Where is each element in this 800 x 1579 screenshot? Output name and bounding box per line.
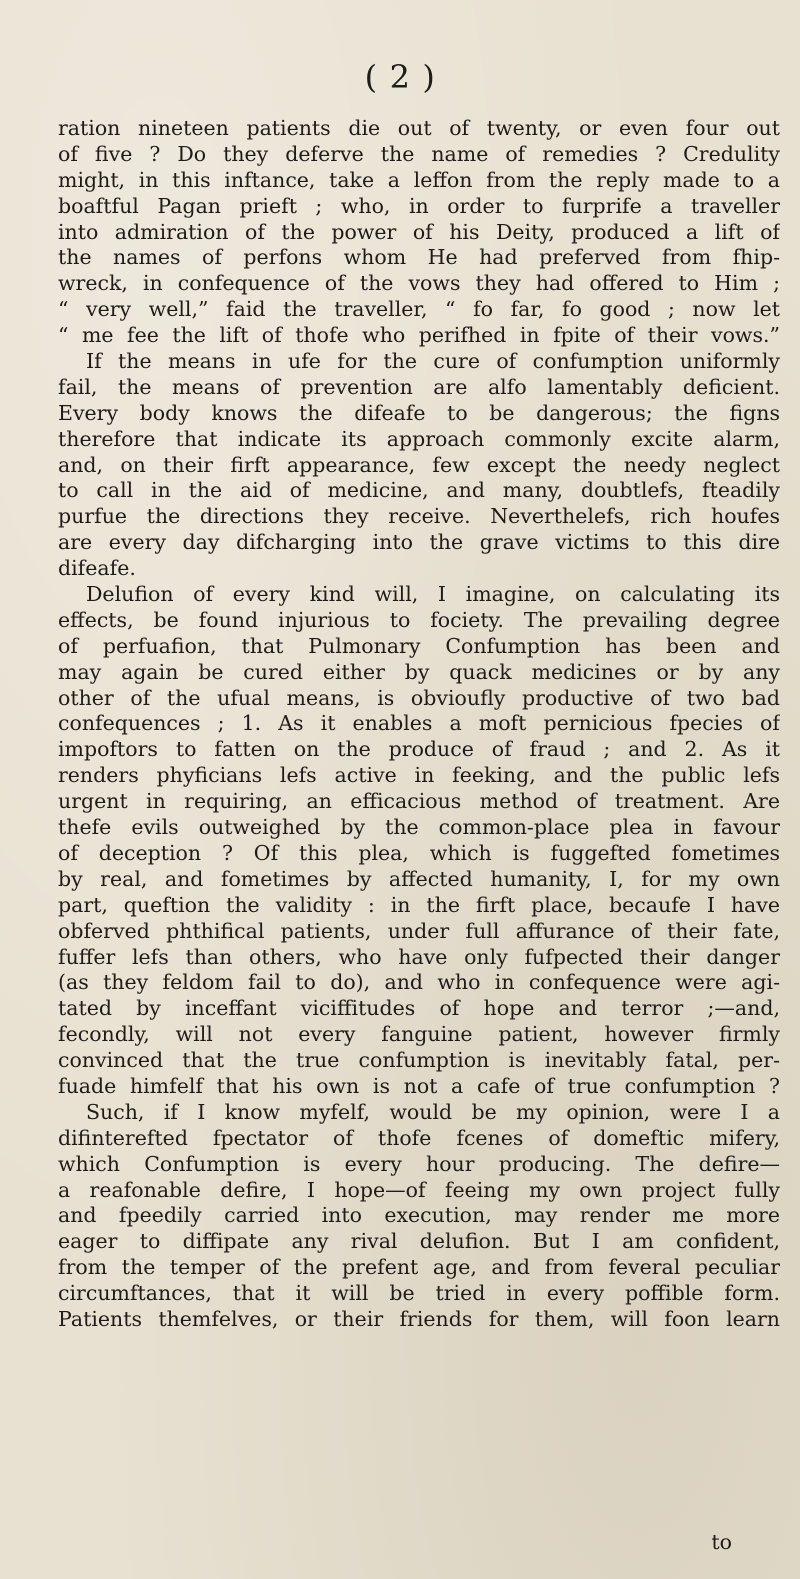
text-line: purfue the directions they receive. Neverthelefs, rich houfes xyxy=(58,504,780,529)
text-line: of perfuafion, that Pulmonary Confumption has been and xyxy=(58,633,780,658)
text-line: circumftances, that it will be tried in every poffible form. xyxy=(58,1281,780,1306)
text-line: boaftful Pagan prieft ; who, in order to furprife a traveller xyxy=(58,193,780,218)
text-line: “ me fee the lift of thofe who perifhed in fpite of their vows.” xyxy=(58,323,780,348)
text-line: difeafe. xyxy=(58,556,136,581)
text-line: which Confumption is every hour producing. The defire— xyxy=(58,1151,780,1176)
text-line: fail, the means of prevention are alfo lamentably deficient. xyxy=(58,374,780,399)
text-line: may again be cured either by quack medicines or by any xyxy=(58,659,780,684)
text-line: thefe evils outweighed by the common-place plea in favour xyxy=(58,815,780,840)
text-line: tated by inceffant viciffitudes of hope and terror ;—and, xyxy=(58,996,780,1021)
text-line: wreck, in confequence of the vows they had offered to Him ; xyxy=(58,271,780,296)
text-line: from the temper of the prefent age, and from feveral peculiar xyxy=(58,1255,780,1280)
text-line: a reafonable defire, I hope—of feeing my own project fully xyxy=(58,1177,780,1202)
body-text xyxy=(58,116,780,1333)
text-line: confequences ; 1. As it enables a moft pernicious fpecies of xyxy=(58,711,780,736)
text-line: are every day difcharging into the grave victims to this dire xyxy=(58,530,780,555)
text-line: and fpeedily carried into execution, may render me more xyxy=(58,1203,780,1228)
text-line: difinterefted fpectator of thofe fcenes of domeftic mifery, xyxy=(58,1125,780,1150)
text-line: If the means in ufe for the cure of confumption uniformly xyxy=(86,349,780,374)
catchword: to xyxy=(711,1530,732,1554)
text-line: the names of perfons whom He had preferved from fhip- xyxy=(58,245,780,270)
text-line: convinced that the true confumption is inevitably fatal, per- xyxy=(58,1048,780,1073)
text-line: of deception ? Of this plea, which is fuggefted fometimes xyxy=(58,840,780,865)
text-line: by real, and fometimes by affected humanity, I, for my own xyxy=(58,866,780,891)
text-line: fuade himfelf that his own is not a cafe of true confumption ? xyxy=(58,1073,780,1098)
text-line: renders phyficians lefs active in feeking, and the public lefs xyxy=(58,763,780,788)
text-line: Patients themfelves, or their friends for them, will foon learn xyxy=(58,1306,780,1331)
text-line: Delufion of every kind will, I imagine, on calculating its xyxy=(86,582,780,607)
page-number-value: 2 xyxy=(389,58,411,96)
text-line: urgent in requiring, an efficacious method of treatment. Are xyxy=(58,789,780,814)
text-line: Every body knows the difeafe to be dangerous; the figns xyxy=(58,400,780,425)
text-line: impoftors to fatten on the produce of fraud ; and 2. As it xyxy=(58,737,780,762)
text-line: fuffer lefs than others, who have only fufpected their danger xyxy=(58,944,780,969)
text-line: into admiration of the power of his Deity, produced a lift of xyxy=(58,219,780,244)
text-line: and, on their firft appearance, few except the needy neglect xyxy=(58,452,780,477)
text-line: Such, if I know myfelf, would be my opinion, were I a xyxy=(86,1099,780,1124)
text-line: “ very well,” faid the traveller, “ fo far, fo good ; now let xyxy=(58,297,780,322)
text-line: of five ? Do they deferve the name of remedies ? Credulity xyxy=(58,141,780,166)
text-line: obferved phthifical patients, under full affurance of their fate, xyxy=(58,918,780,943)
text-line: other of the ufual means, is obvioufly productive of two bad xyxy=(58,685,780,710)
text-line: therefore that indicate its approach commonly excite alarm, xyxy=(58,426,780,451)
text-line: part, queftion the validity : in the firft place, becaufe I have xyxy=(58,892,780,917)
text-line: (as they feldom fail to do), and who in confequence were agi- xyxy=(58,970,780,995)
text-line: ration nineteen patients die out of twenty, or even four out xyxy=(58,116,780,140)
text-line: to call in the aid of medicine, and many, doubtlefs, fteadily xyxy=(58,478,780,503)
text-line: effects, be found injurious to fociety. The prevailing degree xyxy=(58,607,780,632)
page-number: ( 2 ) xyxy=(364,58,436,96)
text-line: fecondly, will not every fanguine patient, however firmly xyxy=(58,1022,780,1047)
text-line: might, in this inftance, take a leffon from the reply made to a xyxy=(58,167,780,192)
text-line: eager to diffipate any rival delufion. But I am confident, xyxy=(58,1229,780,1254)
